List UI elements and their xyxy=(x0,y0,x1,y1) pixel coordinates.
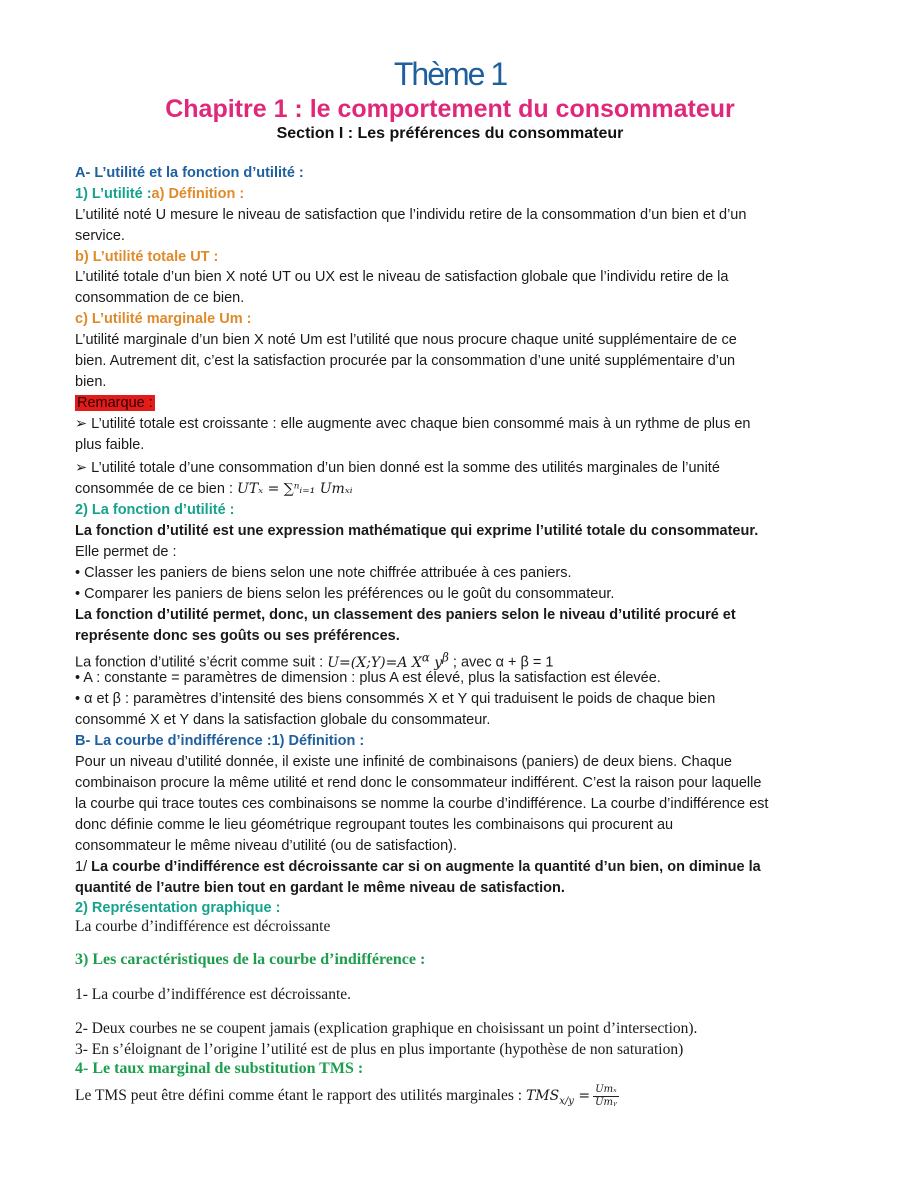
bullet-line: • Classer les paniers de biens selon une note chiffrée attribuée à ces paniers. xyxy=(75,565,572,581)
heading-courbe-indifference xyxy=(75,731,364,751)
heading-utilite-totale: b) L’utilité totale UT : xyxy=(75,249,219,265)
heading-utilite-marginale: c) L’utilité marginale Um : xyxy=(75,311,252,327)
heading-definition-1: 1) Définition : xyxy=(271,733,365,749)
heading-caracteristiques: 3) Les caractéristiques de la courbe d’indifférence : xyxy=(75,951,426,968)
bold-paragraph-line: représente donc ses goûts ou ses préférences. xyxy=(75,628,400,644)
bullet-line: • Comparer les paniers de biens selon les préférences ou le goût du consommateur. xyxy=(75,586,615,602)
bullet-line: • A : constante = paramètres de dimension : plus A est élevé, plus la satisfaction est élevée. xyxy=(75,670,661,686)
sum-formula: UTₓ = ∑ⁿᵢ₌₁ Umₓᵢ xyxy=(237,481,353,497)
remark-label xyxy=(75,393,155,413)
section-title: Section I : Les préférences du consommateur xyxy=(276,125,624,142)
paragraph-line: L’utilité totale d’un bien X noté UT ou UX est le niveau de satisfaction globale que l’individu retire de la xyxy=(75,269,729,285)
utility-function: U=(X;Y)=A $X^\alpha$ $y^\beta$ xyxy=(327,650,449,671)
bold-definition: La fonction d’utilité est une expression mathématique qui exprime l’utilité totale du consommateur. xyxy=(75,523,759,539)
paragraph-line: La courbe d’indifférence est décroissante xyxy=(75,918,331,935)
tms-intro: Le TMS peut être défini comme étant le rapport des utilités marginales : xyxy=(75,1087,523,1105)
list-item: 3- En s’éloignant de l’origine l’utilité est de plus en plus importante (hypothèse de non saturation) xyxy=(75,1041,684,1058)
paragraph-line: consommé X et Y dans la satisfaction globale du consommateur. xyxy=(75,712,491,728)
heading-fonction-utilite: 2) La fonction d’utilité : xyxy=(75,502,235,518)
heading-a-utilite: A- L’utilité et la fonction d’utilité : xyxy=(75,165,304,181)
paragraph-line: Pour un niveau d’utilité donnée, il existe une infinité de combinaisons (paniers) de deux biens. Chaque xyxy=(75,754,732,770)
heading-tms: 4- Le taux marginal de substitution TMS : xyxy=(75,1060,364,1077)
tms-fraction: $\frac{\text{Umₓ}}{\text{Umᵧ}}$ xyxy=(595,1084,617,1108)
paragraph-line: plus faible. xyxy=(75,437,145,453)
paragraph-line: service. xyxy=(75,228,125,244)
paragraph-line: combinaison procure la même utilité et rend donc le consommateur indifférent. C’est la raison pour laquelle xyxy=(75,775,762,791)
formula-intro: La fonction d’utilité s’écrit comme suit : xyxy=(75,654,324,671)
paragraph-line: bien. Autrement dit, c’est la satisfaction procurée par la consommation d’une unité supplémentaire d’un xyxy=(75,353,736,369)
paragraph-line: L’utilité marginale d’un bien X noté Um est l’utilité que nous procure chaque unité supplémentaire de ce xyxy=(75,332,737,348)
paragraph-line: donc définie comme le lieu géométrique regroupant toutes les combinaisons qui procurent au xyxy=(75,817,674,833)
paragraph-line: L’utilité noté U mesure le niveau de satisfaction que l’individu retire de la consommation d’un bien et d’un xyxy=(75,207,747,223)
bold-paragraph-line: 1/ La courbe d’indifférence est décroissante car si on augmente la quantité d’un bien, on diminue la xyxy=(75,859,761,875)
formula-intro: consommée de ce bien : xyxy=(75,481,233,497)
bullet-line: • α et β : paramètres d’intensité des biens consommés X et Y qui traduisent le poids de chaque bien xyxy=(75,691,716,707)
heading-definition-a: a) Définition : xyxy=(151,186,245,202)
bold-paragraph-line: quantité de l’autre bien tout en gardant le même niveau de satisfaction. xyxy=(75,880,565,896)
bullet-line: ➢ L’utilité totale est croissante : elle augmente avec chaque bien consommé mais à un rythme de plus en xyxy=(75,416,751,432)
theme-title: Thème 1 xyxy=(393,56,507,92)
formula-condition: ; avec α + β = 1 xyxy=(448,654,554,671)
chapter-title: Chapitre 1 : le comportement du consommateur xyxy=(165,95,735,123)
bold-paragraph-line: La fonction d’utilité permet, donc, un classement des paniers selon le niveau d’utilité procuré et xyxy=(75,607,736,623)
paragraph-line: la courbe qui trace toutes ces combinaisons se nomme la courbe d’indifférence. La courbe d’indifférence est xyxy=(75,796,769,812)
heading-representation: 2) Représentation graphique : xyxy=(75,900,281,916)
paragraph-line: bien. xyxy=(75,374,107,390)
paragraph-line: Elle permet de : xyxy=(75,544,177,560)
paragraph-line: consommateur le même niveau d’utilité (ou de satisfaction). xyxy=(75,838,458,854)
list-item: 1- La courbe d’indifférence est décroissante. xyxy=(75,986,352,1003)
paragraph-line: consommation de ce bien. xyxy=(75,290,245,306)
bullet-line: ➢ L’utilité totale d’une consommation d’un bien donné est la somme des utilités marginales de l’unité xyxy=(75,460,720,476)
tms-formula-line xyxy=(75,1084,619,1109)
formula-line xyxy=(75,479,353,499)
heading-utilite: 1) L’utilité : xyxy=(75,186,152,202)
list-item: 2- Deux courbes ne se coupent jamais (explication graphique en choisissant un point d’intersection). xyxy=(75,1020,698,1037)
heading-utilite-definition xyxy=(75,184,244,204)
remark-badge: Remarque : xyxy=(77,395,153,411)
tms-formula: $TMS_{x/y}$ = xyxy=(525,1088,591,1107)
heading-b: B- La courbe d’indifférence : xyxy=(75,733,272,749)
